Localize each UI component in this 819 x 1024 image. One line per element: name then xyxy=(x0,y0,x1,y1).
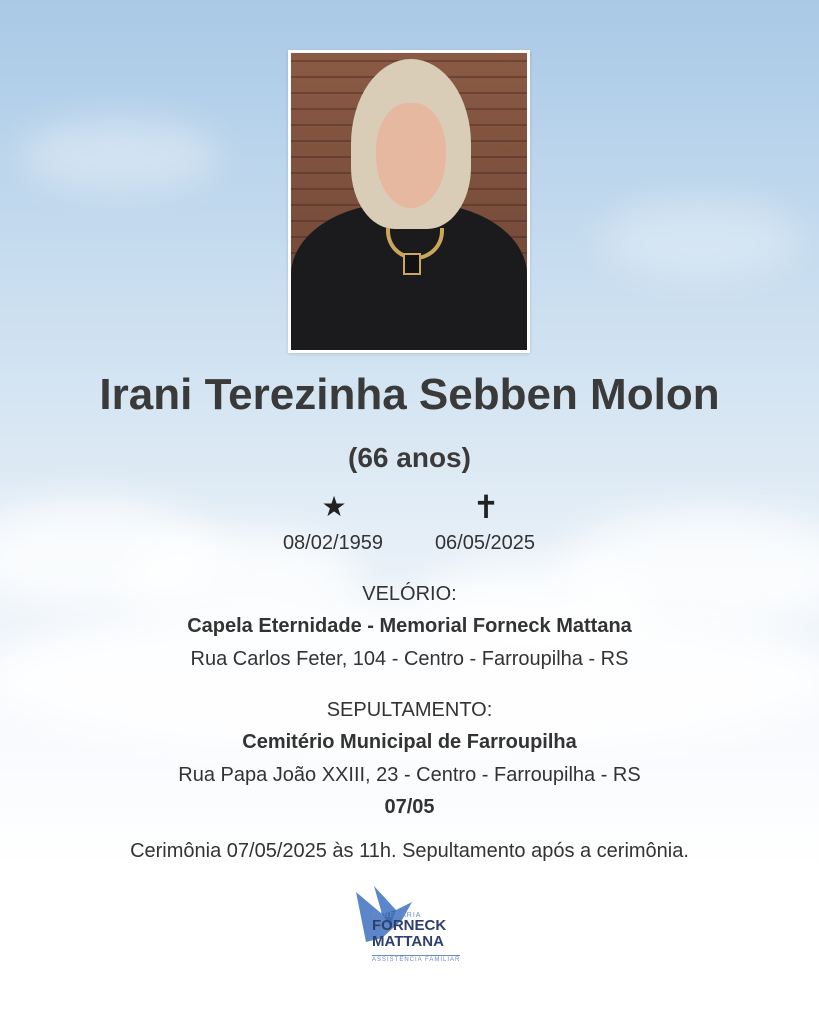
sepultamento-place: Cemitério Municipal de Farroupilha xyxy=(242,731,577,753)
deceased-age: (66 anos) xyxy=(348,442,471,473)
logo-top-text: FUNERÁRIA xyxy=(372,912,422,919)
logo-subtitle: ASSISTÊNCIA FAMILIAR xyxy=(372,957,461,963)
sepultamento-address: Rua Papa João XXIII, 23 - Centro - Farroupilha - RS xyxy=(178,764,641,786)
velorio-label: VELÓRIO: xyxy=(362,583,457,605)
cross-icon: ✝ xyxy=(472,489,500,525)
logo-name-line2: MATTANA xyxy=(372,933,444,950)
sepultamento-date: 07/05 xyxy=(384,796,435,818)
velorio-place: Capela Eternidade - Memorial Forneck Mattana xyxy=(187,615,632,637)
velorio-address: Rua Carlos Feter, 104 - Centro - Farroupilha - RS xyxy=(190,648,629,670)
star-icon: ★ xyxy=(321,491,347,522)
death-date: 06/05/2025 xyxy=(434,532,536,554)
ceremony-note: Cerimônia 07/05/2025 às 11h. Sepultamento após a cerimônia. xyxy=(130,840,689,862)
portrait-photo xyxy=(291,53,527,350)
logo-name-line1: FORNECK xyxy=(372,917,447,934)
sepultamento-label: SEPULTAMENTO: xyxy=(326,699,493,721)
portrait-frame xyxy=(288,50,530,353)
deceased-name: Irani Terezinha Sebben Molon xyxy=(99,370,720,419)
birth-date: 08/02/1959 xyxy=(282,532,384,554)
